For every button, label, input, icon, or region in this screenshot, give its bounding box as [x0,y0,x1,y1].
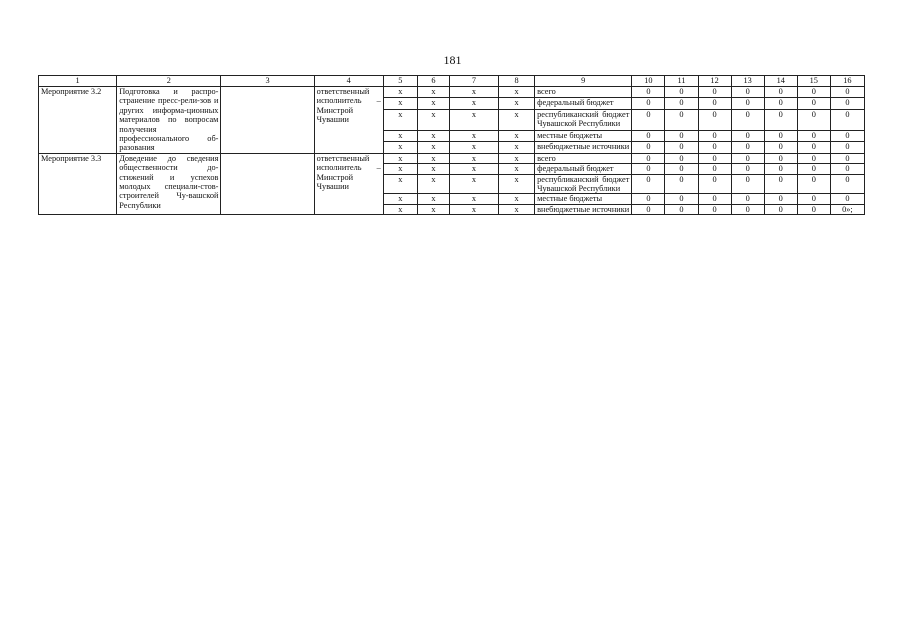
cell-value: 0 [797,174,830,194]
cell-value: 0 [764,109,797,131]
cell-value: 0 [797,194,830,204]
cell-value: 0 [830,153,864,163]
cell-col6: x [417,174,449,194]
cell-col7: x [449,164,498,174]
cell-value: 0 [731,204,764,214]
cell-value: 0 [632,204,665,214]
cell-value: 0 [830,194,864,204]
table-row [39,153,865,163]
cell-value: 0 [731,142,764,153]
event-name: Доведение до сведения общественности до-стижений и успехов молодых специали-стов-строителей Чу-вашской Республики [117,153,221,214]
cell-value: 0 [698,98,731,109]
column-header: 14 [764,76,797,87]
cell-value: 0 [632,142,665,153]
cell-value: 0 [698,109,731,131]
cell-value: 0 [764,164,797,174]
cell-value: 0 [764,131,797,142]
cell-value: 0 [632,131,665,142]
cell-value: 0 [665,98,698,109]
column-header: 13 [731,76,764,87]
cell-col8: x [499,109,535,131]
program-table [38,75,865,215]
cell-value: 0 [731,87,764,98]
cell-value: 0 [698,131,731,142]
funding-source: федеральный бюджет [535,164,632,174]
cell-col7: x [449,131,498,142]
cell-col6: x [417,164,449,174]
cell-col6: x [417,204,449,214]
cell-value: 0 [764,142,797,153]
cell-value: 0 [665,164,698,174]
cell-value: 0 [731,131,764,142]
cell-value: 0 [698,87,731,98]
cell-value: 0 [632,174,665,194]
cell-col7: x [449,204,498,214]
cell-value: 0 [830,109,864,131]
cell-value: 0 [665,153,698,163]
cell-value: 0 [665,87,698,98]
cell-value: 0 [797,153,830,163]
cell-value: 0 [632,109,665,131]
cell-col7: x [449,142,498,153]
cell-value: 0 [764,174,797,194]
cell-col7: x [449,98,498,109]
cell-col5: x [383,142,417,153]
cell-col8: x [499,194,535,204]
cell-col8: x [499,164,535,174]
table-row [39,87,865,98]
cell-value: 0 [797,109,830,131]
cell-value: 0 [665,131,698,142]
cell-col6: x [417,87,449,98]
cell-col7: x [449,174,498,194]
cell-value: 0 [764,194,797,204]
cell-value: 0 [797,87,830,98]
column-header: 11 [665,76,698,87]
cell-col7: x [449,194,498,204]
cell-col6: x [417,131,449,142]
cell-value: 0 [830,164,864,174]
cell-value: 0 [764,153,797,163]
cell-value: 0 [731,194,764,204]
event-col3 [221,87,314,154]
cell-value: 0 [830,174,864,194]
cell-value: 0 [731,174,764,194]
column-header: 7 [449,76,498,87]
cell-value: 0 [665,142,698,153]
cell-col5: x [383,164,417,174]
cell-col8: x [499,174,535,194]
cell-value: 0 [632,87,665,98]
column-header: 10 [632,76,665,87]
column-header: 16 [830,76,864,87]
column-header: 6 [417,76,449,87]
cell-value: 0 [764,98,797,109]
cell-col5: x [383,153,417,163]
cell-col5: x [383,194,417,204]
event-col3 [221,153,314,214]
cell-col8: x [499,131,535,142]
cell-col8: x [499,98,535,109]
cell-value: 0 [830,87,864,98]
funding-source: местные бюджеты [535,131,632,142]
cell-value: 0 [731,109,764,131]
event-code: Мероприятие 3.2 [39,87,117,154]
cell-value: 0 [698,142,731,153]
table-body [39,87,865,215]
cell-col6: x [417,153,449,163]
cell-value: 0 [731,164,764,174]
cell-value: 0 [665,174,698,194]
cell-value: 0 [665,194,698,204]
funding-source: местные бюджеты [535,194,632,204]
cell-col5: x [383,109,417,131]
event-executor: ответственный исполнитель – Минстрой Чувашии [314,153,383,214]
cell-col8: x [499,204,535,214]
cell-col5: x [383,174,417,194]
funding-source: внебюджетные источники [535,204,632,214]
cell-value: 0 [632,194,665,204]
cell-value: 0 [632,98,665,109]
cell-value: 0 [698,164,731,174]
cell-value: 0 [731,153,764,163]
cell-value: 0 [764,204,797,214]
column-header: 2 [117,76,221,87]
cell-value: 0 [797,204,830,214]
cell-value: 0 [665,109,698,131]
funding-source: республиканский бюджет Чувашской Республики [535,174,632,194]
cell-value: 0 [665,204,698,214]
cell-value: 0 [830,98,864,109]
cell-col6: x [417,109,449,131]
funding-source: всего [535,87,632,98]
column-header: 12 [698,76,731,87]
cell-value: 0 [698,153,731,163]
column-header: 8 [499,76,535,87]
funding-source: всего [535,153,632,163]
column-header: 15 [797,76,830,87]
cell-col6: x [417,98,449,109]
cell-value: 0 [731,98,764,109]
funding-source: федеральный бюджет [535,98,632,109]
column-header: 5 [383,76,417,87]
cell-value: 0 [632,164,665,174]
cell-value: 0»; [830,204,864,214]
cell-value: 0 [698,204,731,214]
event-name: Подготовка и распро-странение пресс-рели-зов и других информа-ционных материалов по вопросам получения профессионального об-разования [117,87,221,154]
cell-value: 0 [698,174,731,194]
column-header: 1 [39,76,117,87]
column-header: 3 [221,76,314,87]
cell-col8: x [499,87,535,98]
cell-col8: x [499,153,535,163]
cell-value: 0 [797,164,830,174]
column-header: 4 [314,76,383,87]
cell-col7: x [449,87,498,98]
funding-source: внебюджетные источники [535,142,632,153]
event-executor: ответственный исполнитель – Минстрой Чувашии [314,87,383,154]
cell-value: 0 [830,142,864,153]
cell-col7: x [449,109,498,131]
page-number: 181 [443,53,462,67]
cell-col5: x [383,204,417,214]
cell-col8: x [499,142,535,153]
cell-col5: x [383,131,417,142]
cell-value: 0 [830,131,864,142]
cell-value: 0 [698,194,731,204]
cell-col6: x [417,194,449,204]
event-code: Мероприятие 3.3 [39,153,117,214]
cell-value: 0 [764,87,797,98]
cell-value: 0 [797,98,830,109]
column-number-row [39,76,865,87]
funding-source: республиканский бюджет Чувашской Республики [535,109,632,131]
column-header: 9 [535,76,632,87]
cell-col6: x [417,142,449,153]
cell-col5: x [383,87,417,98]
cell-value: 0 [632,153,665,163]
cell-col5: x [383,98,417,109]
cell-value: 0 [797,131,830,142]
cell-value: 0 [797,142,830,153]
cell-col7: x [449,153,498,163]
